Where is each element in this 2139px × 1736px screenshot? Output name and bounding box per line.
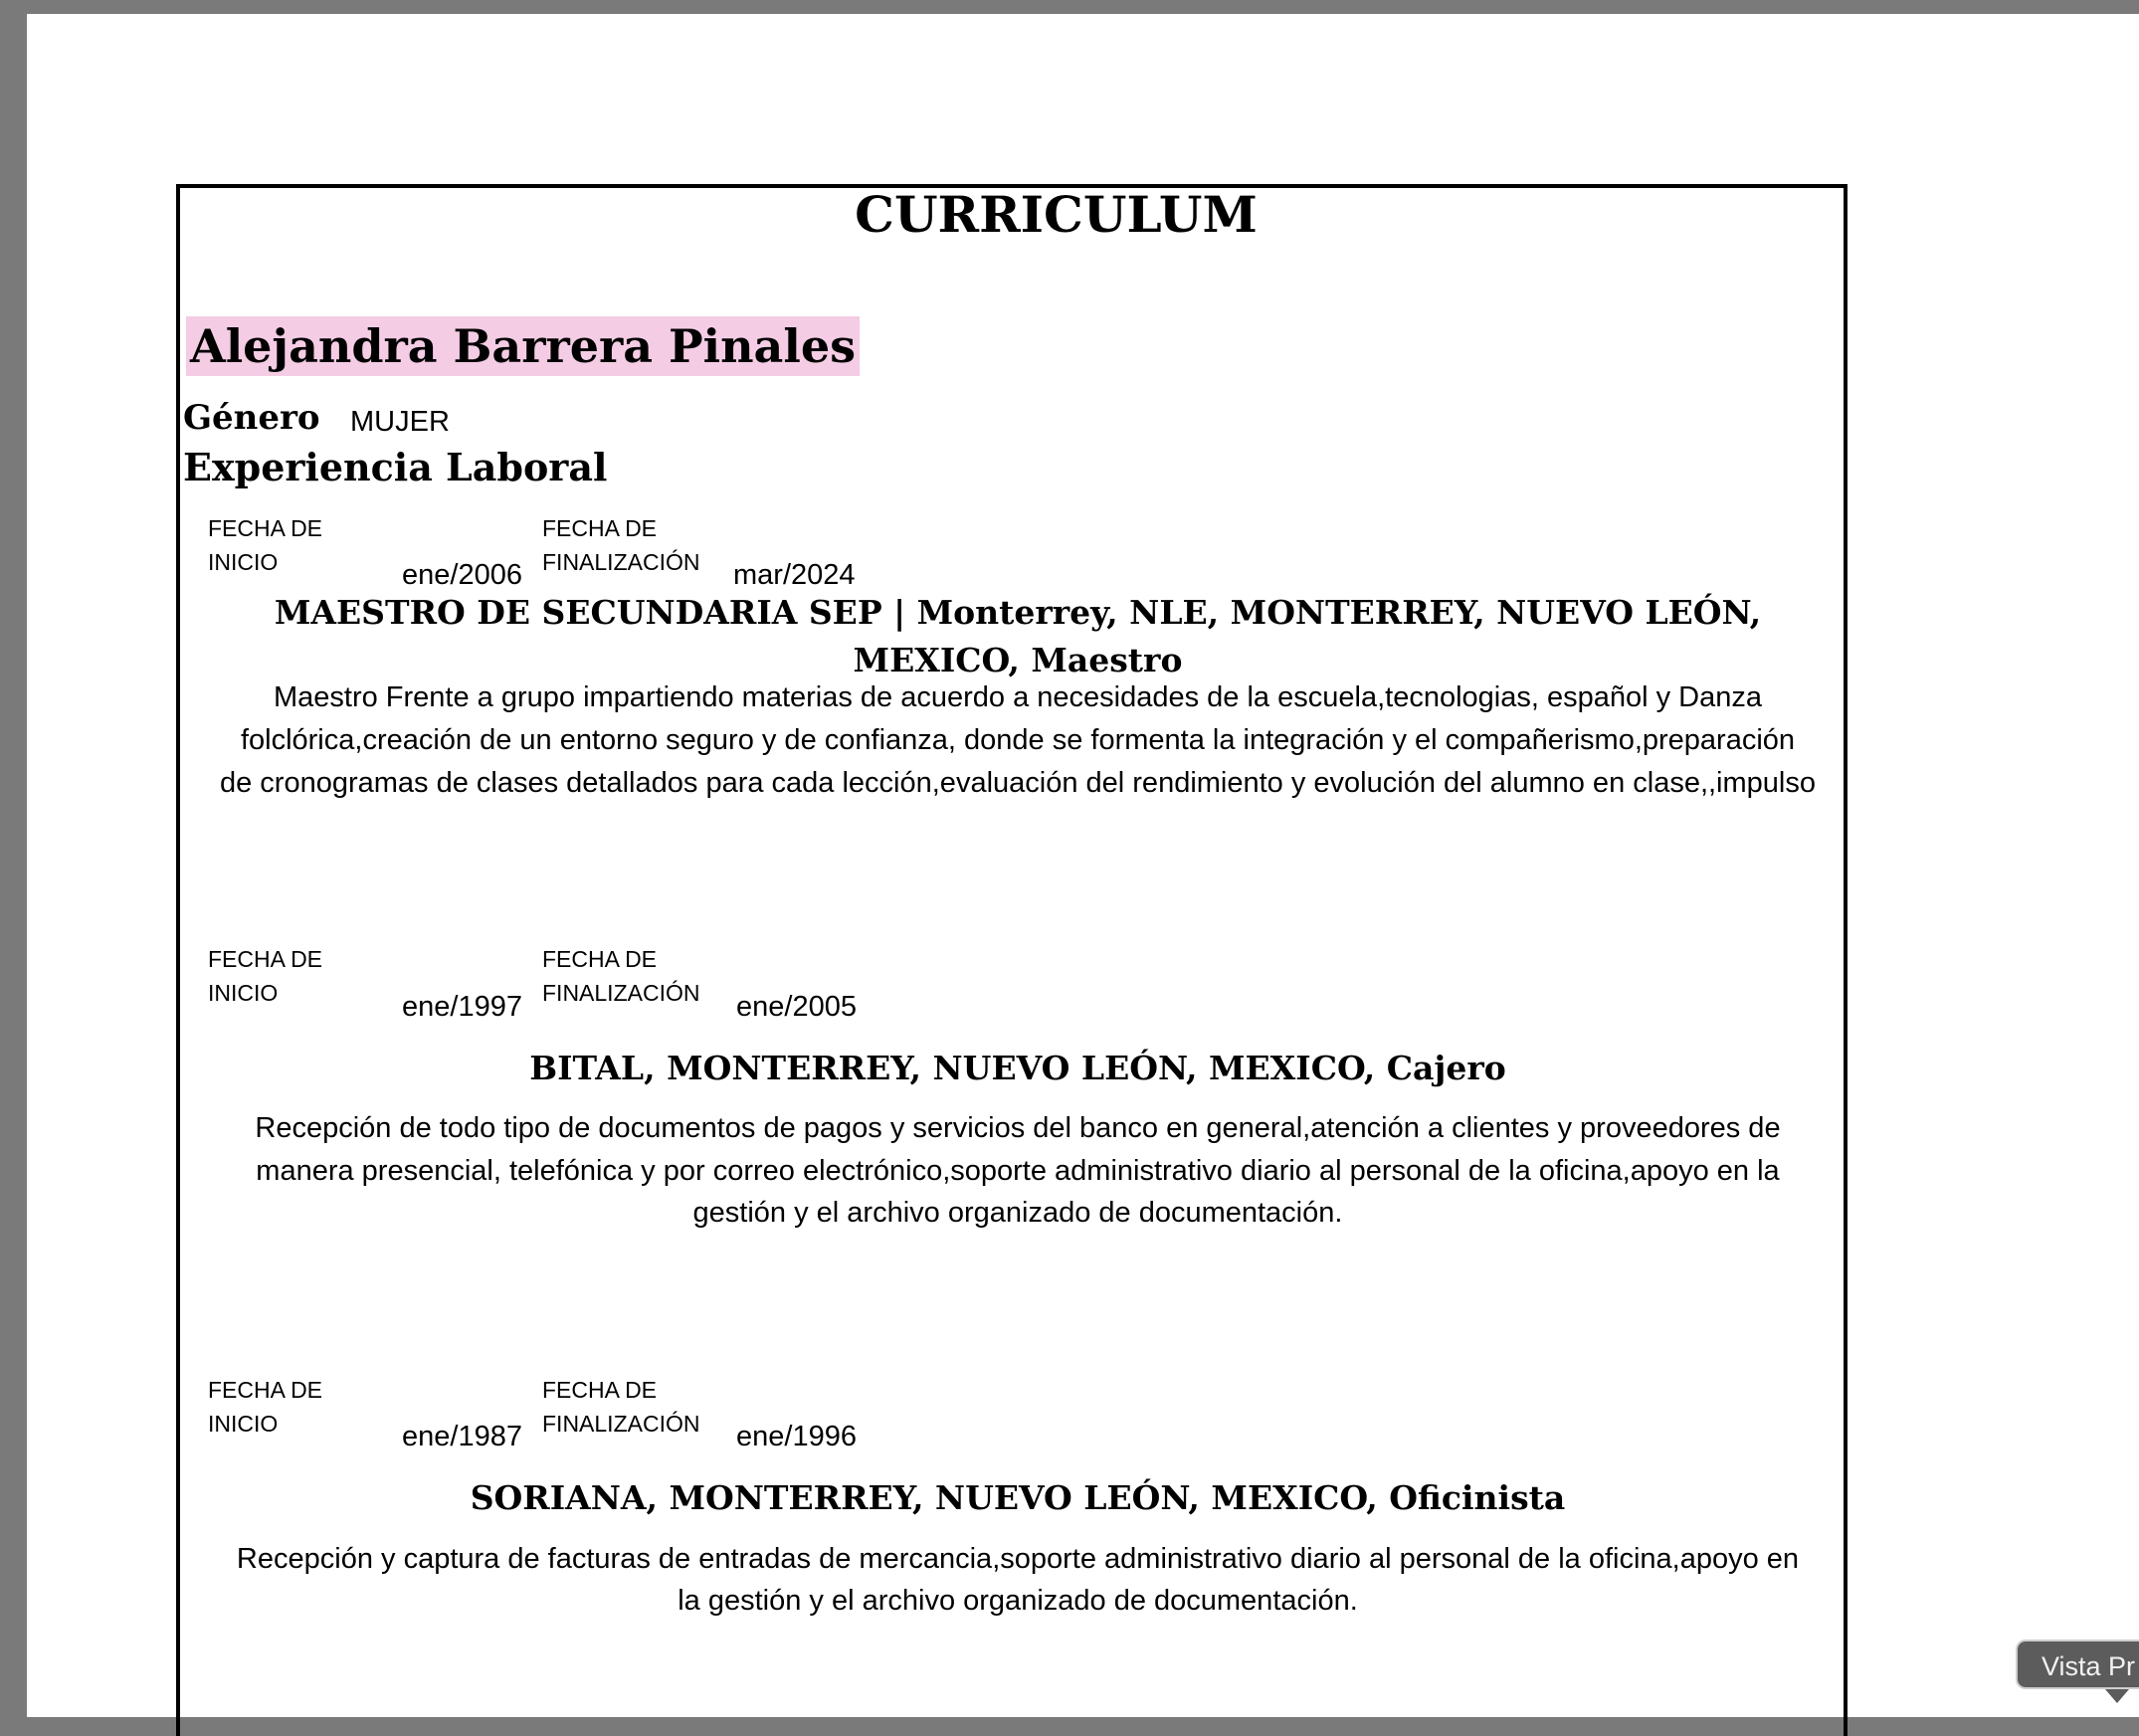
start-date-value: ene/1997: [402, 991, 522, 1023]
start-date-label-line1: FECHA DE: [208, 1377, 323, 1403]
job-description-line3: gestión y el archivo organizado de documentación.: [692, 1197, 1343, 1229]
end-date-label-line2: FINALIZACIÓN: [542, 549, 700, 575]
candidate-name: Alejandra Barrera Pinales: [186, 316, 860, 376]
end-date-label-line1: FECHA DE: [542, 515, 658, 541]
job-title-line1: MAESTRO DE SECUNDARIA SEP | Monterrey, NLE, MONTERREY, NUEVO LEÓN,: [274, 593, 1762, 632]
preview-tooltip: Vista Pr: [2016, 1640, 2139, 1689]
job-description-line2: la gestión y el archivo organizado de documentación.: [678, 1585, 1358, 1617]
end-date-label-line2: FINALIZACIÓN: [542, 980, 700, 1006]
end-date-label-line2: FINALIZACIÓN: [542, 1411, 700, 1437]
start-date-label-line1: FECHA DE: [208, 515, 323, 541]
job-description-line3: de cronogramas de clases detallados para cada lección,evaluación del rendimiento y evolución del alumno en clase,,impulso: [219, 767, 1816, 799]
start-date-value: ene/2006: [402, 559, 522, 591]
job-description-line2: manera presencial, telefónica y por correo electrónico,soporte administrativo diario al personal de la oficina,apoyo en la: [256, 1155, 1780, 1187]
job-title-line1: SORIANA, MONTERREY, NUEVO LEÓN, MEXICO, Oficinista: [470, 1478, 1566, 1517]
end-date-label-line1: FECHA DE: [542, 946, 658, 972]
job-description-line2: folclórica,creación de un entorno seguro y de confianza, donde se formenta la integración y el compañerismo,preparación: [240, 724, 1796, 756]
start-date-label-line2: INICIO: [208, 980, 279, 1006]
start-date-label-line2: INICIO: [208, 1411, 279, 1437]
job-title-line1: BITAL, MONTERREY, NUEVO LEÓN, MEXICO, Cajero: [529, 1049, 1506, 1087]
end-date-value: mar/2024: [733, 559, 856, 591]
job-description-line1: Maestro Frente a grupo impartiendo materias de acuerdo a necesidades de la escuela,tecnologias, español y Danza: [273, 681, 1762, 713]
window-top-edge: [0, 0, 2139, 14]
document-title: CURRICULUM: [855, 185, 1258, 244]
section-title-experience: Experiencia Laboral: [183, 445, 608, 489]
start-date-label-line2: INICIO: [208, 549, 279, 575]
job-title-line2: MEXICO, Maestro: [853, 641, 1183, 679]
gender-label: Género: [183, 398, 320, 438]
end-date-value: ene/2005: [736, 991, 857, 1023]
preview-tooltip-tail: [2105, 1689, 2129, 1703]
gender-value: MUJER: [350, 406, 450, 438]
end-date-label-line1: FECHA DE: [542, 1377, 658, 1403]
job-description-line1: Recepción de todo tipo de documentos de pagos y servicios del banco en general,atención a clientes y proveedores de: [255, 1112, 1781, 1144]
start-date-label-line1: FECHA DE: [208, 946, 323, 972]
job-description-line1: Recepción y captura de facturas de entradas de mercancia,soporte administrativo diario al personal de la oficina,apoyo en: [236, 1543, 1800, 1575]
start-date-value: ene/1987: [402, 1421, 522, 1452]
end-date-value: ene/1996: [736, 1421, 857, 1452]
